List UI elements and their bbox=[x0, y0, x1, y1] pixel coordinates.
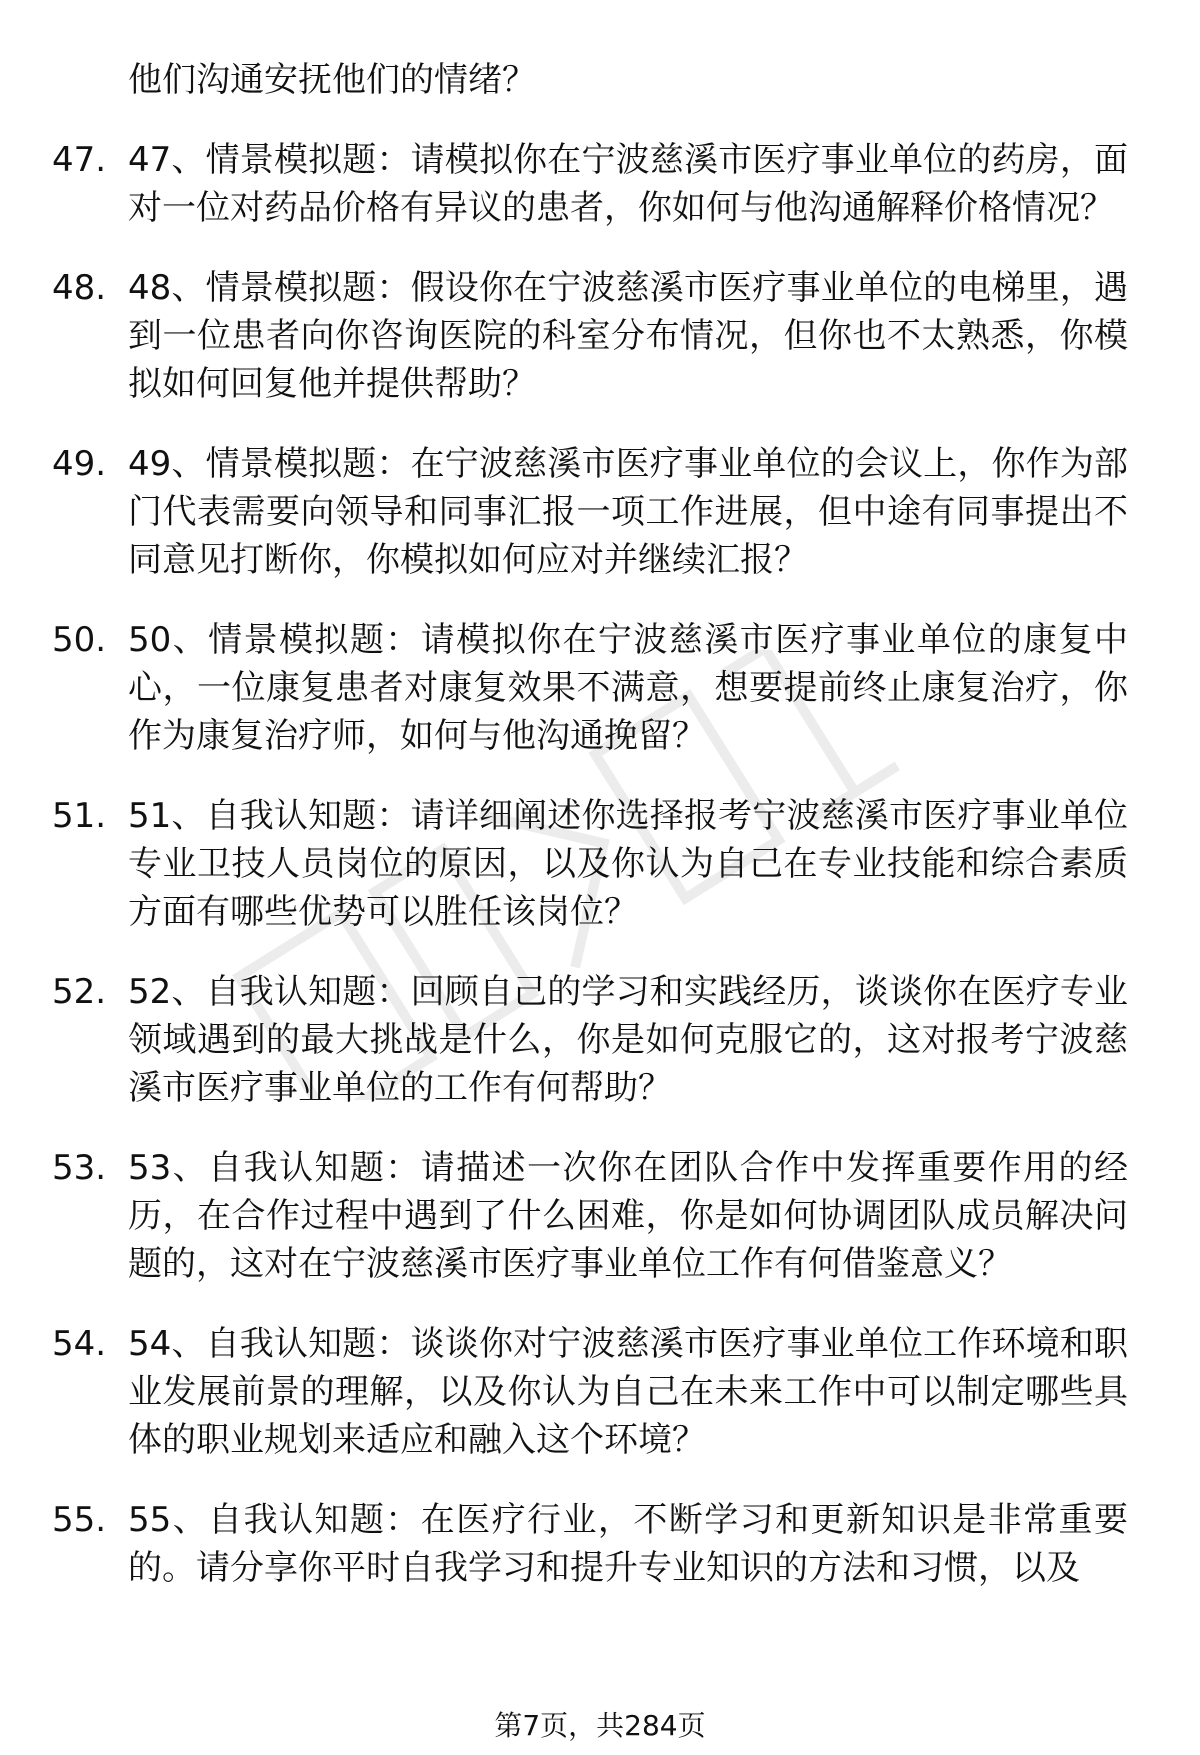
question-text: 51、自我认知题：请详细阐述你选择报考宁波慈溪市医疗事业单位专业卫技人员岗位的原因，以及你认为自己在专业技能和综合素质方面有哪些优势可以胜任该岗位？ bbox=[128, 796, 1128, 932]
question-text: 52、自我认知题：回顾自己的学习和实践经历，谈谈你在医疗专业领域遇到的最大挑战是什么，你是如何克服它的，这对报考宁波慈溪市医疗事业单位的工作有何帮助？ bbox=[128, 972, 1128, 1108]
list-item bbox=[52, 1496, 1152, 1592]
list-item bbox=[52, 440, 1152, 584]
question-text: 50、情景模拟题：请模拟你在宁波慈溪市医疗事业单位的康复中心，一位康复患者对康复效果不满意，想要提前终止康复治疗，你作为康复治疗师，如何与他沟通挽留？ bbox=[128, 620, 1128, 756]
continued-question-text: 他们沟通安抚他们的情绪？ bbox=[128, 60, 536, 100]
list-item bbox=[52, 616, 1152, 760]
question-text: 54、自我认知题：谈谈你对宁波慈溪市医疗事业单位工作环境和职业发展前景的理解，以及你认为自己在未来工作中可以制定哪些具体的职业规划来适应和融入这个环境？ bbox=[128, 1324, 1128, 1460]
question-number: 55. bbox=[52, 1500, 107, 1540]
question-number: 47. bbox=[52, 140, 107, 180]
question-text: 47、情景模拟题：请模拟你在宁波慈溪市医疗事业单位的药房，面对一位对药品价格有异议的患者，你如何与他沟通解释价格情况？ bbox=[128, 140, 1128, 228]
list-item bbox=[52, 1320, 1152, 1464]
list-item bbox=[52, 264, 1152, 408]
page-footer: 第7页，共284页 bbox=[494, 1709, 706, 1742]
list-item bbox=[52, 1144, 1152, 1288]
question-text: 49、情景模拟题：在宁波慈溪市医疗事业单位的会议上，你作为部门代表需要向领导和同事汇报一项工作进展，但中途有同事提出不同意见打断你，你模拟如何应对并继续汇报？ bbox=[128, 444, 1128, 580]
question-text: 55、自我认知题：在医疗行业，不断学习和更新知识是非常重要的。请分享你平时自我学习和提升专业知识的方法和习惯，以及 bbox=[128, 1500, 1128, 1588]
question-list bbox=[52, 136, 1152, 1592]
question-text: 48、情景模拟题：假设你在宁波慈溪市医疗事业单位的电梯里，遇到一位患者向你咨询医院的科室分布情况，但你也不太熟悉，你模拟如何回复他并提供帮助？ bbox=[128, 268, 1128, 404]
question-number: 48. bbox=[52, 268, 107, 308]
question-number: 50. bbox=[52, 620, 107, 660]
question-section bbox=[52, 56, 1152, 1592]
list-item bbox=[52, 968, 1152, 1112]
list-item bbox=[52, 792, 1152, 936]
list-item bbox=[52, 136, 1152, 232]
question-number: 49. bbox=[52, 444, 107, 484]
question-number: 53. bbox=[52, 1148, 107, 1188]
question-text: 53、自我认知题：请描述一次你在团队合作中发挥重要作用的经历，在合作过程中遇到了什么困难，你是如何协调团队成员解决问题的，这对在宁波慈溪市医疗事业单位工作有何借鉴意义？ bbox=[128, 1148, 1128, 1284]
question-number: 54. bbox=[52, 1324, 107, 1364]
question-number: 52. bbox=[52, 972, 107, 1012]
question-number: 51. bbox=[52, 796, 107, 836]
